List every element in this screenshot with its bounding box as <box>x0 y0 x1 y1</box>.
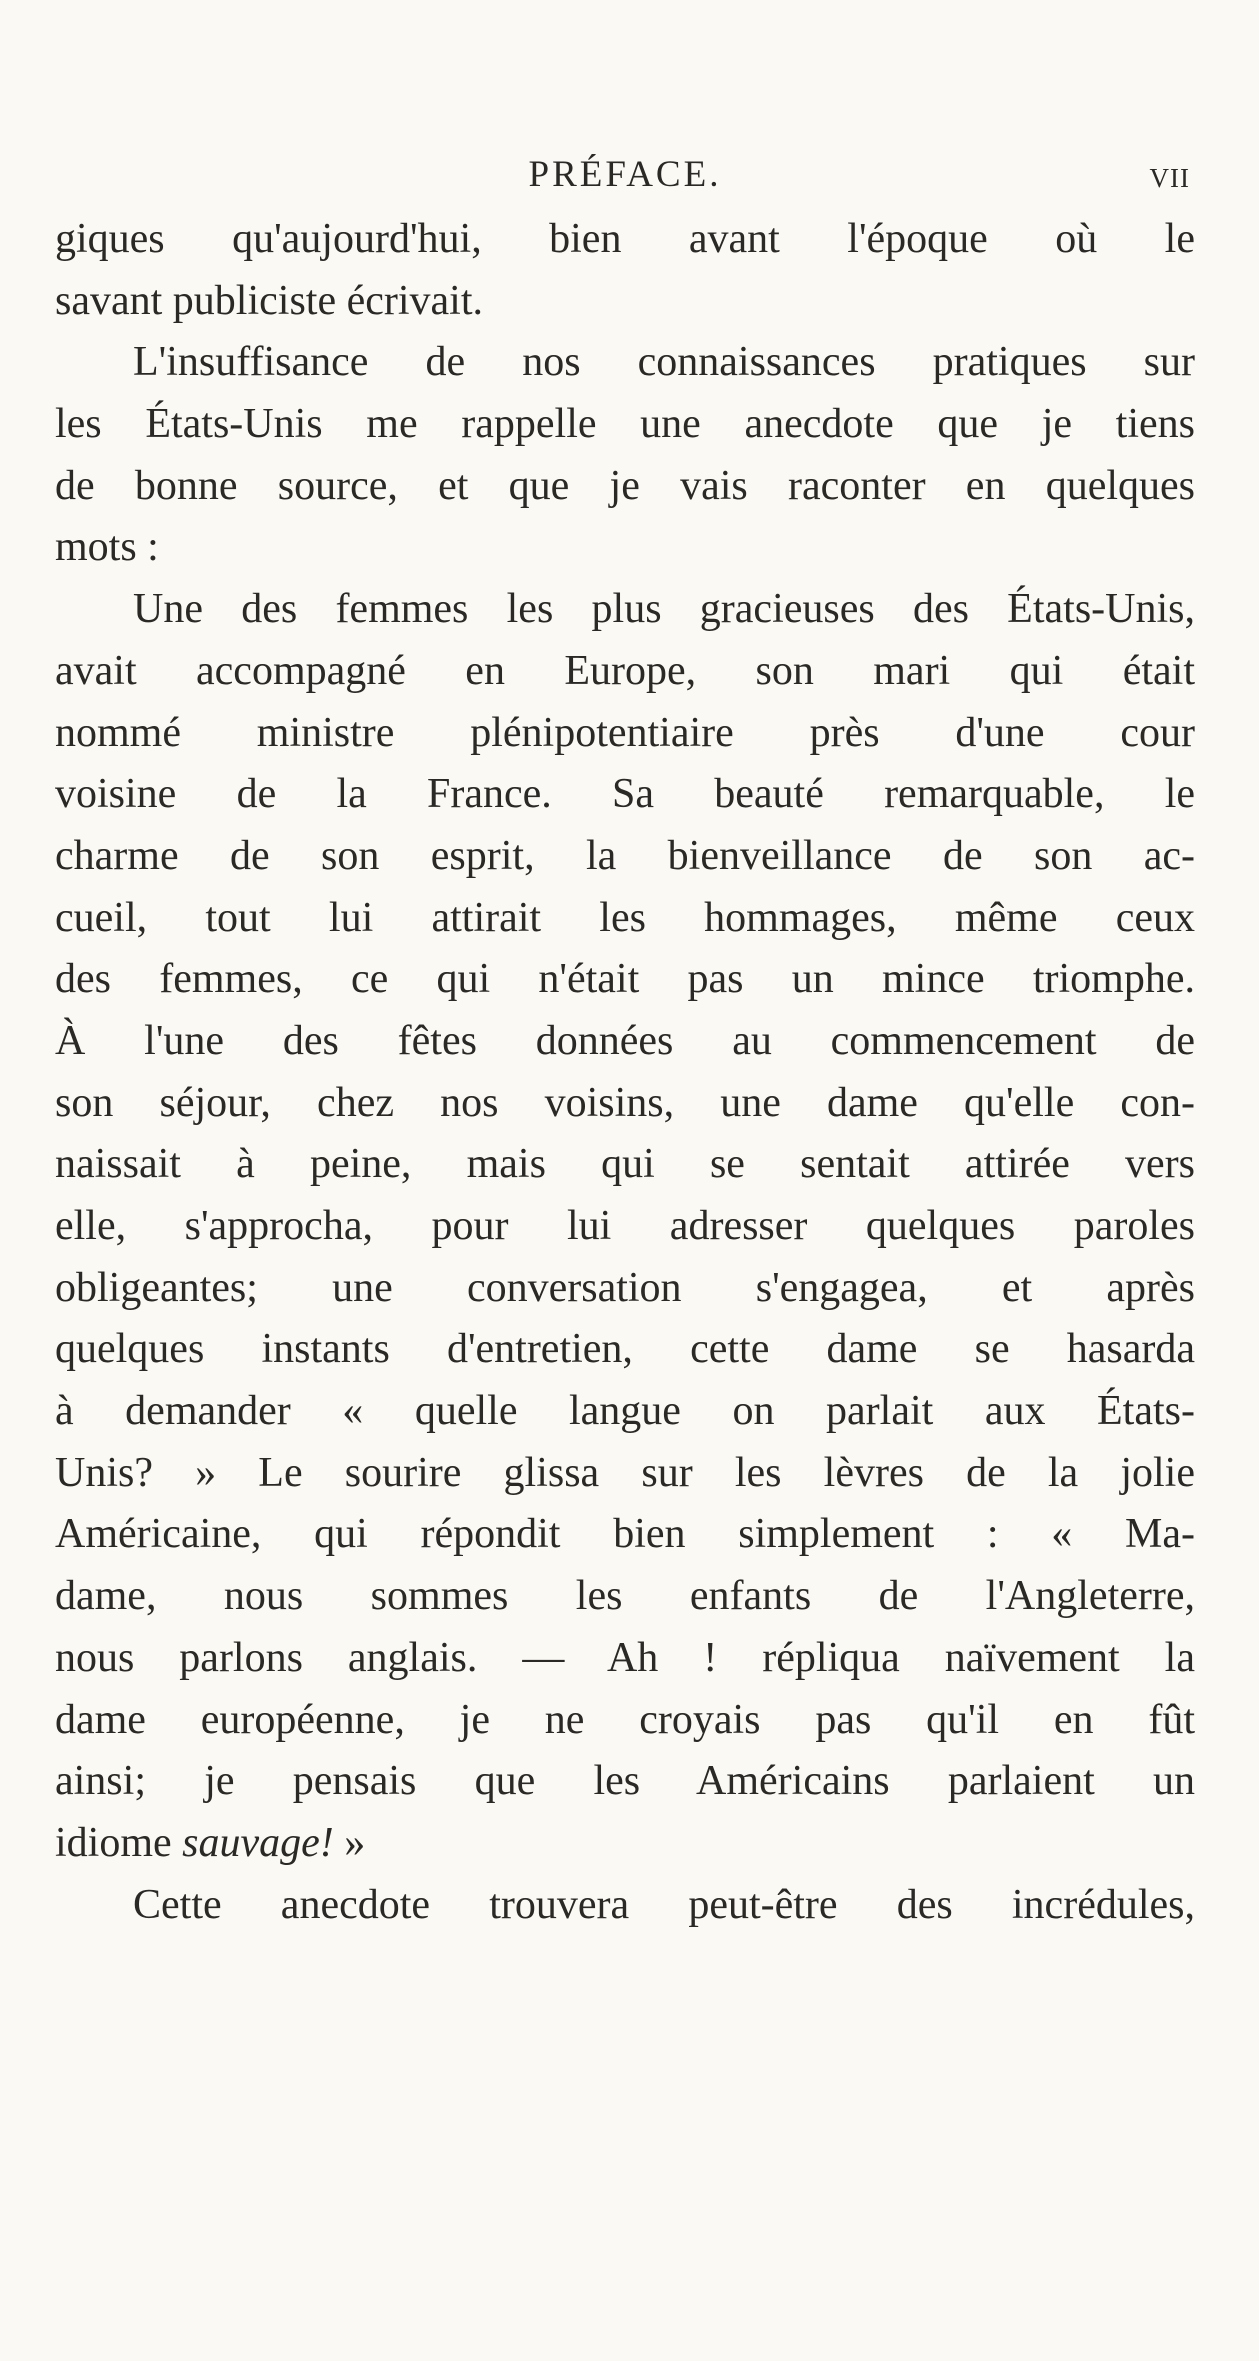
text-line: dame européenne, je ne croyais pas qu'il en fût <box>55 1696 1195 1743</box>
text-line: les États-Unis me rappelle une anecdote que je tiens <box>55 401 1195 448</box>
text-line: giques qu'aujourd'hui, bien avant l'époque où le <box>55 216 1195 262</box>
text-line: Unis? » Le sourire glissa sur les lèvres de la jolie <box>55 1449 1195 1496</box>
text-line: cueil, tout lui attirait les hommages, même ceux <box>55 894 1195 941</box>
text-fragment: idiome <box>55 1819 183 1866</box>
text-line: ainsi; je pensais que les Américains parlaient un <box>55 1758 1195 1805</box>
text-line: charme de son esprit, la bienveillance de son ac- <box>55 832 1195 879</box>
text-line: Cette anecdote trouvera peut-être des incrédules, <box>133 1881 1195 1928</box>
page-number: VII <box>1149 163 1190 193</box>
text-line: elle, s'approcha, pour lui adresser quelques paroles <box>55 1203 1195 1249</box>
text-line: des femmes, ce qui n'était pas un mince triomphe. <box>55 956 1195 1003</box>
page-header <box>60 150 1190 200</box>
text-line: nous parlons anglais. — Ah ! répliqua naïvement la <box>55 1634 1195 1681</box>
running-title: PRÉFACE. <box>528 154 722 195</box>
text-fragment: » <box>333 1819 366 1866</box>
text-line: mots : <box>55 524 159 571</box>
text-line: dame, nous sommes les enfants de l'Angleterre, <box>55 1573 1195 1620</box>
text-line: obligeantes; une conversation s'engagea, et après <box>55 1264 1195 1311</box>
text-line: À l'une des fêtes données au commencement de <box>55 1017 1195 1064</box>
text-line: quelques instants d'entretien, cette dame se hasarda <box>55 1326 1195 1373</box>
text-line-with-italic <box>55 1813 1195 1875</box>
text-line: voisine de la France. Sa beauté remarquable, le <box>55 771 1195 818</box>
text-line: à demander « quelle langue on parlait aux États- <box>55 1388 1195 1435</box>
text-line: Une des femmes les plus gracieuses des États-Unis, <box>133 586 1195 633</box>
text-line: avait accompagné en Europe, son mari qui était <box>55 647 1195 694</box>
text-line: de bonne source, et que je vais raconter en quelques <box>55 462 1195 509</box>
text-line: L'insuffisance de nos connaissances pratiques sur <box>133 339 1195 386</box>
italic-word: sauvage! <box>182 1819 334 1866</box>
text-line: savant publiciste écrivait. <box>55 277 484 324</box>
text-line: son séjour, chez nos voisins, une dame qu'elle con- <box>55 1079 1195 1126</box>
body-text <box>55 209 1195 1936</box>
text-line: naissait à peine, mais qui se sentait attirée vers <box>55 1141 1195 1188</box>
text-line: nommé ministre plénipotentiaire près d'une cour <box>55 709 1195 756</box>
text-line: Américaine, qui répondit bien simplement : « Ma- <box>55 1511 1195 1558</box>
